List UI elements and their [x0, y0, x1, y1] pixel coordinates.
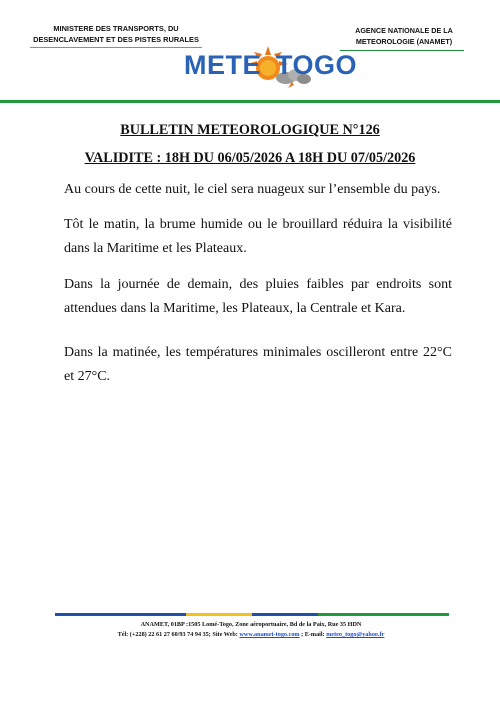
agency-line-1: AGENCE NATIONALE DE LA	[355, 26, 453, 35]
logo-text-meteo: METE	[184, 50, 262, 80]
footer-email-label: ; E-mail:	[299, 631, 327, 638]
footer-email-link[interactable]: meteo_togo@yahoo.fr	[326, 631, 385, 638]
forecast-paragraph-temperatures: Dans la matinée, les températures minimales oscilleront entre 22°C et 27°C.	[64, 345, 452, 384]
ministry-underline	[30, 47, 202, 48]
forecast-paragraph-morning: Tôt le matin, la brume humide ou le brouillard réduira la visibilité dans la Maritime et les Plateaux.	[64, 217, 452, 256]
ministry-header	[28, 24, 204, 45]
agency-line-2: METEOROLOGIE (ANAMET)	[355, 36, 453, 46]
footer-color-bar	[55, 613, 449, 616]
header-divider	[0, 100, 500, 103]
footer-phone: Tél: (+228) 22 61 27 60/93 74 94 35; Site Web:	[117, 631, 240, 638]
ministry-line-2: DESENCLAVEMENT ET DES PISTES RURALES	[33, 34, 199, 44]
meteo-togo-logo	[180, 44, 358, 88]
footer-contact	[40, 630, 462, 640]
bulletin-validity: VALIDITE : 18H DU 06/05/2026 A 18H DU 07/05/2026	[84, 150, 416, 166]
agency-header	[340, 26, 468, 47]
footer-address: ANAMET, 01BP :1505 Lomé-Togo, Zone aéroportuaire, Bd de la Paix, Rue 35 HDN	[140, 621, 362, 628]
ministry-line-1: MINISTERE DES TRANSPORTS, DU	[53, 24, 179, 33]
bulletin-title: BULLETIN METEOROLOGIQUE N°126	[120, 122, 380, 138]
footer-website-link[interactable]: www.anamet-togo.com	[239, 631, 300, 638]
forecast-paragraph-night: Au cours de cette nuit, le ciel sera nuageux sur l’ensemble du pays.	[64, 182, 441, 197]
agency-underline	[340, 50, 464, 51]
forecast-paragraph-day: Dans la journée de demain, des pluies faibles par endroits sont attendues dans la Maritime, les Plateaux, la Centrale et Kara.	[64, 277, 452, 316]
logo-text-togo: TOGO	[276, 50, 358, 80]
